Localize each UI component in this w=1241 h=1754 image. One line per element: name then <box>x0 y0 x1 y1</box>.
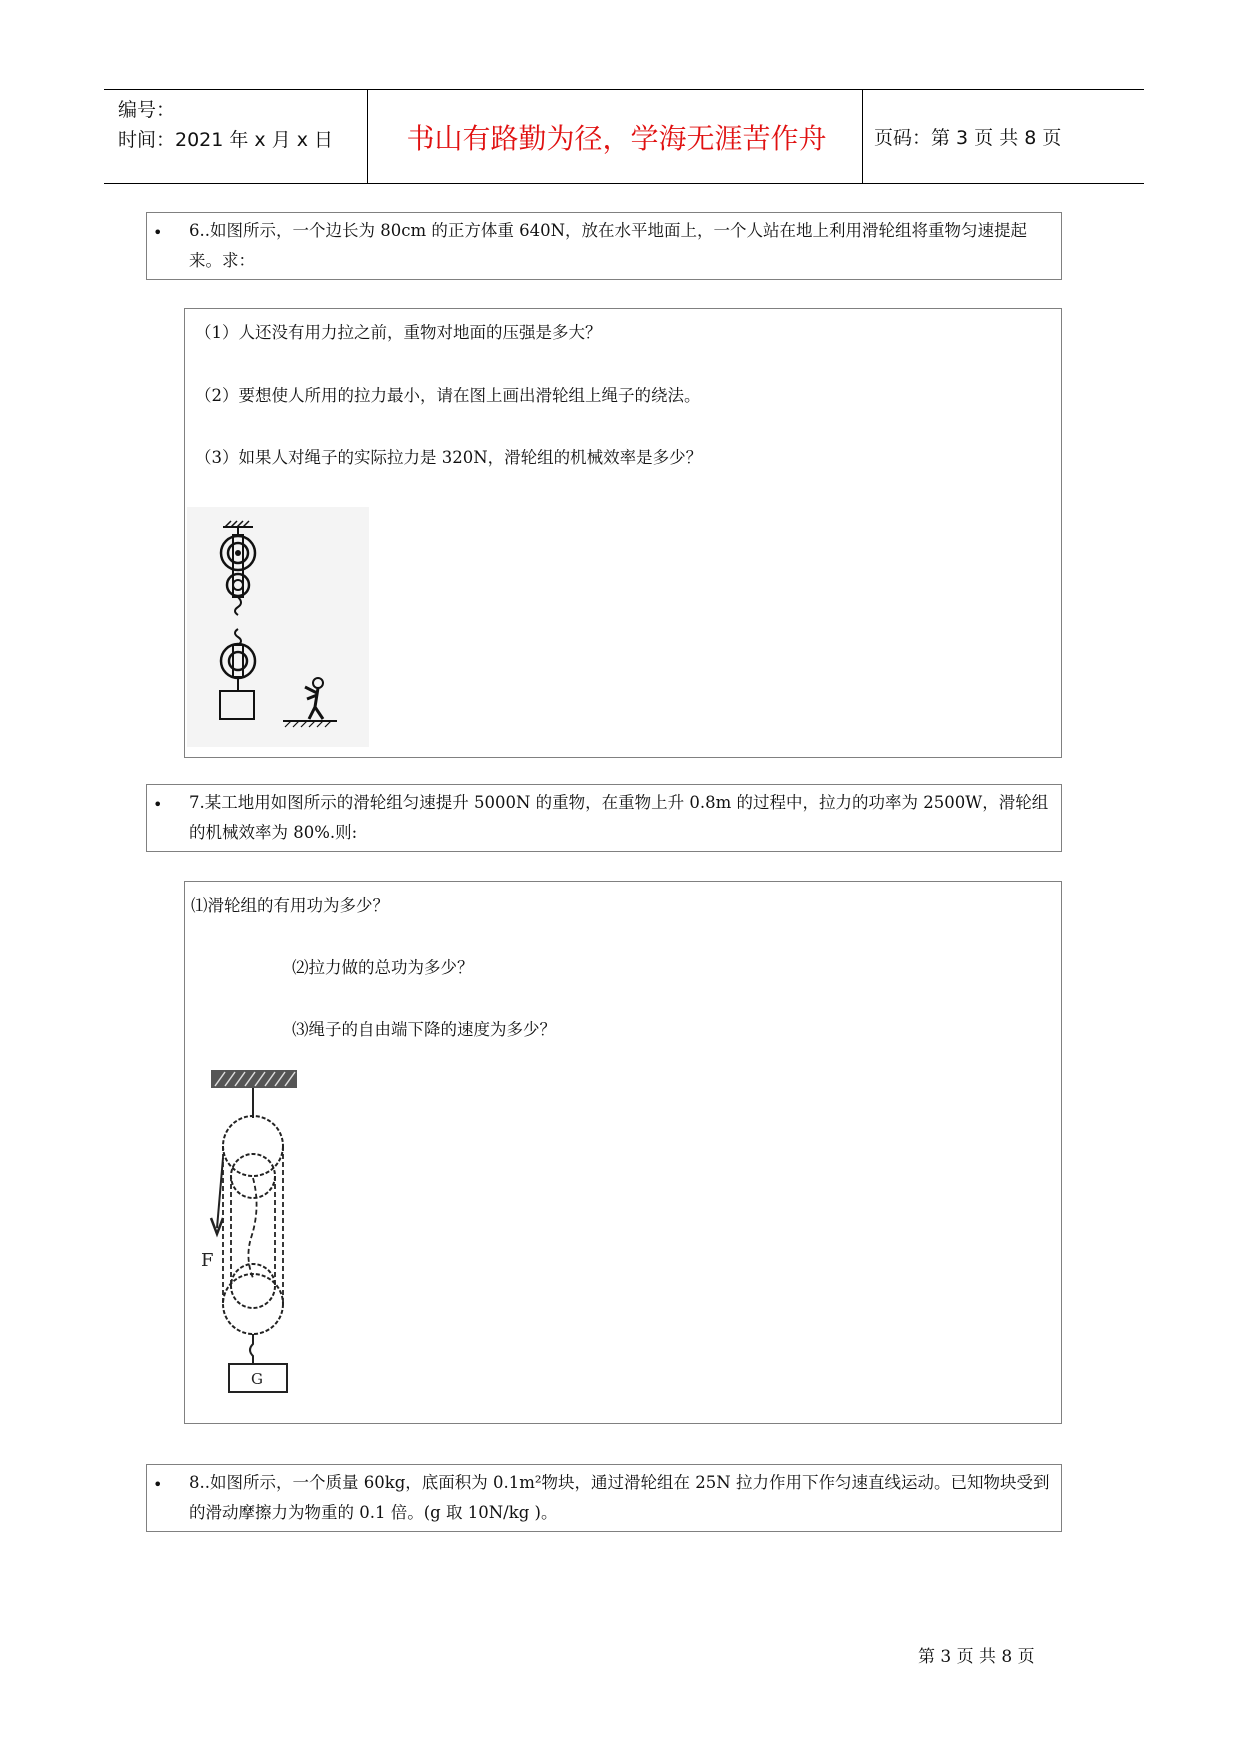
serial-label: 编号： <box>118 99 176 121</box>
header-motto: 书山有路勤为径，学海无涯苦作舟 <box>406 121 827 155</box>
time-label: 时间：2021 年 x 月 x 日 <box>118 129 334 151</box>
question-6-part-3: （3）如果人对绳子的实际拉力是 320N，滑轮组的机械效率是多少？ <box>195 448 703 467</box>
bullet: • <box>153 223 163 242</box>
question-6-part-1: （1）人还没有用力拉之前，重物对地面的压强是多大？ <box>195 323 602 342</box>
pulley-figure-6 <box>187 507 369 747</box>
question-6-part-2: （2）要想使人所用的拉力最小，请在图上画出滑轮组上绳子的绕法。 <box>195 386 701 405</box>
question-6-text: 6..如图所示，一个边长为 80cm 的正方体重 640N，放在水平地面上，一个人站在地上利用滑轮组将重物匀速提起来。求： <box>189 221 1028 270</box>
header-divider <box>862 90 863 183</box>
question-7-box <box>146 784 1062 852</box>
page-footer: 第 3 页 共 8 页 <box>918 1647 1035 1667</box>
question-6-answer-box <box>184 308 1062 758</box>
header-meta <box>118 95 333 155</box>
question-7-part-2: ⑵拉力做的总功为多少？ <box>292 958 474 977</box>
page-header <box>104 89 1144 184</box>
pulley-figure-7 <box>191 1068 301 1413</box>
question-6-box <box>146 212 1062 280</box>
force-label: F <box>201 1250 214 1271</box>
weight-label: G <box>251 1370 263 1388</box>
question-7-answer-box <box>184 881 1062 1424</box>
question-8-box <box>146 1464 1062 1532</box>
question-7-part-1: ⑴滑轮组的有用功为多少？ <box>191 896 389 915</box>
bullet: • <box>153 795 163 814</box>
bullet: • <box>153 1475 163 1494</box>
question-8-text: 8..如图所示，一个质量 60kg，底面积为 0.1m²物块，通过滑轮组在 25N 拉力作用下作匀速直线运动。已知物块受到的滑动摩擦力为物重的 0.1 倍。(g 取 10N/kg )。 <box>189 1473 1050 1522</box>
question-7-part-3: ⑶绳子的自由端下降的速度为多少？ <box>292 1020 556 1039</box>
question-7-text: 7.某工地用如图所示的滑轮组匀速提升 5000N 的重物，在重物上升 0.8m 的过程中，拉力的功率为 2500W，滑轮组的机械效率为 80%.则: <box>189 793 1049 842</box>
header-divider <box>367 90 368 183</box>
header-page-label: 页码：第 3 页 共 8 页 <box>874 127 1062 149</box>
